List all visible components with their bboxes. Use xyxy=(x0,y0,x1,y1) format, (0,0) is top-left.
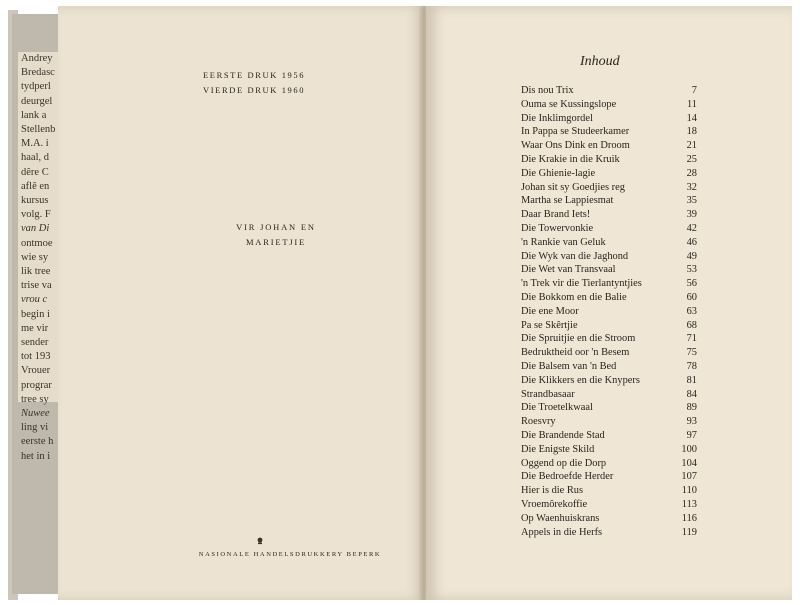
toc-entry-title: Johan sit sy Goedjies reg xyxy=(521,181,625,193)
toc-entry xyxy=(521,470,697,484)
underpage-line: lank a xyxy=(21,109,47,121)
toc-entry-title: Die Ghienie-lagie xyxy=(521,167,596,179)
toc-entry xyxy=(521,291,697,305)
toc-entry xyxy=(521,112,697,126)
edition-line: EERSTE DRUK 1956 xyxy=(203,70,306,80)
toc-entry-title: 'n Trek vir die Tierlantyntjies xyxy=(521,278,642,290)
toc-entry-page: 104 xyxy=(681,457,697,469)
underpage-line: prograr xyxy=(21,379,52,391)
edition-line: VIERDE DRUK 1960 xyxy=(203,85,306,95)
toc-entry-page: 46 xyxy=(686,236,697,248)
toc-entry-title: Die Wet van Transvaal xyxy=(521,264,616,276)
toc-entry xyxy=(521,443,697,457)
toc-entry xyxy=(521,374,697,388)
toc-entry-page: 78 xyxy=(686,360,697,372)
toc-entry-page: 81 xyxy=(686,374,697,386)
toc-entry xyxy=(521,222,697,236)
printer-ornament-icon xyxy=(255,536,265,546)
toc-entry-title: 'n Rankie van Geluk xyxy=(521,236,606,248)
toc-entry-page: 32 xyxy=(686,181,697,193)
toc-entry-page: 97 xyxy=(686,429,697,441)
toc-entry xyxy=(521,153,697,167)
table-of-contents xyxy=(521,84,697,539)
toc-entry xyxy=(521,319,697,333)
toc-entry xyxy=(521,263,697,277)
toc-entry-title: Die ene Moor xyxy=(521,305,579,317)
toc-entry-page: 53 xyxy=(686,264,697,276)
underpage-line: trise va xyxy=(21,280,52,292)
underpage-line: wie sy xyxy=(21,251,49,263)
toc-entry xyxy=(521,429,697,443)
toc-entry-title: Die Bokkom en die Balie xyxy=(521,291,627,303)
toc-entry-page: 84 xyxy=(686,388,697,400)
toc-entry-title: Die Klikkers en die Knypers xyxy=(521,374,640,386)
toc-entry xyxy=(521,388,697,402)
toc-entry xyxy=(521,484,697,498)
toc-entry xyxy=(521,332,697,346)
underpage-line: M.A. i xyxy=(21,138,49,150)
toc-entry-page: 110 xyxy=(681,485,697,497)
underpage-line: tree sy xyxy=(21,393,49,405)
toc-entry xyxy=(521,167,697,181)
underpage-line: lik tree xyxy=(21,266,51,278)
underpage-line: sender xyxy=(21,337,49,349)
toc-entry-title: Bedruktheid oor 'n Besem xyxy=(521,347,630,359)
underpage-line: haal, d xyxy=(21,152,49,164)
toc-entry xyxy=(521,498,697,512)
underpage-line: ontmoe xyxy=(21,237,53,249)
toc-entry-title: Die Inklimgordel xyxy=(521,112,593,124)
toc-entry-title: Op Waenhuiskrans xyxy=(521,512,600,524)
dedication-line: VIR JOHAN EN xyxy=(236,222,316,232)
left-page xyxy=(58,6,422,600)
toc-entry-page: 119 xyxy=(681,526,697,538)
toc-entry-page: 63 xyxy=(686,305,697,317)
toc-entry xyxy=(521,236,697,250)
toc-entry xyxy=(521,401,697,415)
toc-entry xyxy=(521,526,697,540)
toc-entry-page: 28 xyxy=(686,167,697,179)
underpage-line: tot 193 xyxy=(21,351,51,363)
toc-entry xyxy=(521,346,697,360)
underpage-line: aflê en xyxy=(21,180,50,192)
toc-entry-page: 107 xyxy=(681,471,697,483)
toc-entry-title: Die Balsem van 'n Bed xyxy=(521,360,617,372)
toc-entry-page: 71 xyxy=(686,333,697,345)
underpage-line: me vir xyxy=(21,322,49,334)
toc-entry-title: Die Krakie in die Kruik xyxy=(521,153,620,165)
toc-entry-page: 49 xyxy=(686,250,697,262)
underpage-line: begin i xyxy=(21,308,50,320)
toc-entry-page: 56 xyxy=(686,278,697,290)
toc-entry-title: Waar Ons Dink en Droom xyxy=(521,140,630,152)
underpage-line: eerste h xyxy=(21,436,54,448)
toc-entry-page: 7 xyxy=(691,85,697,96)
toc-entry-page: 113 xyxy=(681,498,697,510)
contents-heading: Inhoud xyxy=(580,54,620,69)
edition-notice xyxy=(203,68,403,98)
toc-entry-page: 14 xyxy=(686,112,697,124)
toc-entry xyxy=(521,360,697,374)
right-page xyxy=(426,6,792,600)
toc-entry xyxy=(521,194,697,208)
toc-entry-page: 11 xyxy=(686,98,697,110)
toc-entry-page: 60 xyxy=(686,291,697,303)
toc-entry xyxy=(521,98,697,112)
toc-entry-page: 21 xyxy=(686,140,697,152)
toc-entry-page: 116 xyxy=(681,512,697,524)
underpage-line: Nuwee xyxy=(21,408,50,420)
underpage-line: Bredasc xyxy=(21,67,55,79)
toc-entry-title: Martha se Lappiesmat xyxy=(521,195,614,207)
toc-entry-title: Appels in die Herfs xyxy=(521,526,603,538)
underpage-line: het in i xyxy=(21,450,51,462)
toc-entry-title: Die Brandende Stad xyxy=(521,429,605,441)
toc-entry-title: Die Wyk van die Jaghond xyxy=(521,250,629,262)
underpage-line: vrou c xyxy=(21,294,48,306)
toc-entry-title: Daar Brand Iets! xyxy=(521,209,591,221)
toc-entry-page: 39 xyxy=(686,209,697,221)
underpage-line: volg. F xyxy=(21,209,51,221)
toc-entry-title: Die Towervonkie xyxy=(521,222,594,234)
toc-entry-page: 42 xyxy=(686,222,697,234)
toc-entry-page: 93 xyxy=(686,416,697,428)
toc-entry-title: Strandbasaar xyxy=(521,388,575,400)
toc-entry xyxy=(521,415,697,429)
toc-entry-title: Ouma se Kussingslope xyxy=(521,98,617,110)
toc-entry-page: 100 xyxy=(681,443,697,455)
toc-entry-page: 25 xyxy=(686,153,697,165)
underpage-line: ling vi xyxy=(21,422,49,434)
toc-entry xyxy=(521,512,697,526)
underpage-line: van Di xyxy=(21,223,50,235)
underpage-line: dêre C xyxy=(21,166,49,178)
dedication-line: MARIETJIE xyxy=(245,237,307,247)
toc-entry-title: Die Troetelkwaal xyxy=(521,402,593,414)
underpage-line: Stellenb xyxy=(21,124,56,136)
toc-entry xyxy=(521,125,697,139)
toc-entry-title: Vroemôrekoffie xyxy=(521,498,588,510)
underpage-line: kursus xyxy=(21,195,49,207)
toc-entry-page: 75 xyxy=(686,347,697,359)
toc-entry-title: Roesvry xyxy=(521,416,556,428)
underpage-line: Vrouer xyxy=(21,365,51,377)
toc-entry-title: Die Bedroefde Herder xyxy=(521,471,614,483)
toc-entry xyxy=(521,305,697,319)
toc-entry-title: Die Spruitjie en die Stroom xyxy=(521,333,636,345)
toc-entry-page: 68 xyxy=(686,319,697,331)
toc-entry-title: Dis nou Trix xyxy=(521,85,574,96)
toc-entry xyxy=(521,139,697,153)
toc-entry-title: Hier is die Rus xyxy=(521,485,584,497)
toc-entry-title: In Pappa se Studeerkamer xyxy=(521,126,630,138)
toc-entry-page: 89 xyxy=(686,402,697,414)
toc-entry xyxy=(521,181,697,195)
toc-entry xyxy=(521,457,697,471)
dedication xyxy=(196,220,356,250)
toc-entry xyxy=(521,250,697,264)
toc-entry xyxy=(521,277,697,291)
underlying-page-fragment xyxy=(18,52,62,462)
toc-entry-page: 18 xyxy=(686,126,697,138)
toc-entry-title: Oggend op die Dorp xyxy=(521,457,607,469)
toc-entry xyxy=(521,84,697,98)
underpage-line: deurgel xyxy=(21,95,53,107)
toc-entry-title: Pa se Skêrtjie xyxy=(521,319,578,331)
printer-imprint: NASIONALE HANDELSDRUKKERY BEPERK xyxy=(198,551,382,558)
toc-entry-page: 35 xyxy=(686,195,697,207)
underpage-line: Andrey xyxy=(21,53,53,64)
toc-entry-title: Die Enigste Skild xyxy=(521,443,595,455)
underpage-line: tydperl xyxy=(21,81,51,93)
toc-entry xyxy=(521,208,697,222)
